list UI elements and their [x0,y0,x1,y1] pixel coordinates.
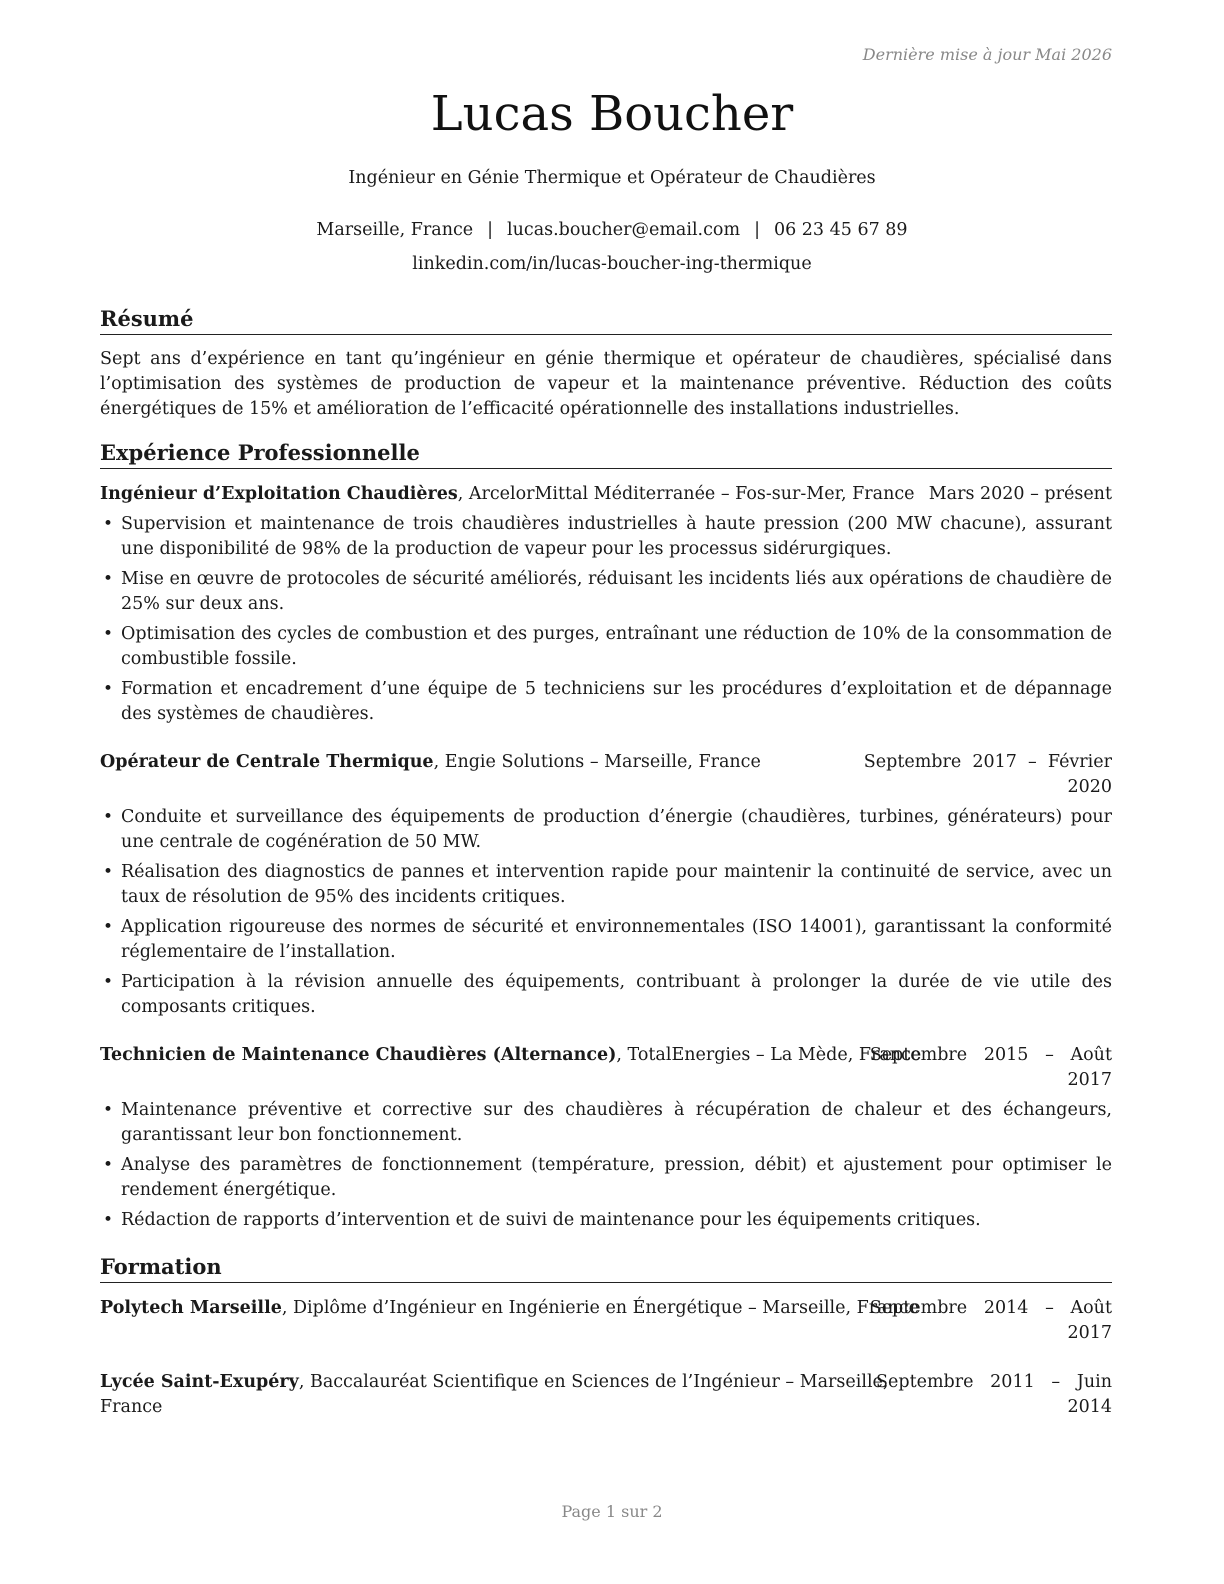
contact-separator: | [487,220,494,240]
list-item: • Formation et encadrement d’une équipe de 5 techniciens sur les procédures d’exploitation et de dépannage des systèmes de chaudières. [103,679,1112,724]
bullet-icon: • [103,1155,114,1175]
job-dates: Septembre 2015 – Août 2017 [869,1045,1112,1090]
bullet-icon: • [103,624,114,644]
list-item: • Supervision et maintenance de trois chaudières industrielles à haute pression (200 MW chacune), assurant une disponibilité de 98% de la production de vapeur pour les processus sidérurgiques. [103,514,1112,559]
linkedin-link[interactable]: linkedin.com/in/lucas-boucher-ing-thermique [412,254,812,274]
bullet-icon: • [103,917,114,937]
job-dates: Mars 2020 – présent [928,484,1112,504]
section-title-experience: Expérience Professionnelle [100,439,1112,469]
summary-text: Sept ans d’expérience en tant qu’ingénieur en génie thermique et opérateur de chaudières, spécialisé dans l’optimisation des systèmes de production de vapeur et la maintenance préventive. Réduction des coûts énergétiques de 15% et amélioration de l’efficacité opérationnelle des installations industrielles. [100,349,1112,419]
degree: , Baccalauréat Scientifique en Sciences de l’Ingénieur – Marseille, [298,1372,889,1392]
job-bullets [100,512,1112,732]
list-item: • Conduite et surveillance des équipements de production d’énergie (chaudières, turbines, générateurs) pour une centrale de cogénération de 50 MW. [103,807,1112,852]
list-item: • Rédaction de rapports d’intervention et de suivi de maintenance pour les équipements critiques. [100,1208,1112,1233]
page-number: Page 1 sur 2 [561,1502,663,1521]
job-org: , Engie Solutions – Marseille, France [433,752,761,772]
list-item: • Application rigoureuse des normes de sécurité et environnementales (ISO 14001), garantissant la conformité réglementaire de l’installation. [103,917,1112,962]
contact-line [0,220,1224,240]
phone: 06 23 45 67 89 [773,220,908,240]
job-role: Technicien de Maintenance Chaudières (Alternance) [100,1045,617,1065]
education-entry [100,1370,1112,1420]
education-dates: Septembre 2011 – Juin 2014 [876,1372,1112,1417]
job-header [100,750,1112,800]
section-title-summary: Résumé [100,305,1112,335]
bullet-icon: • [103,569,114,589]
list-item: • Optimisation des cycles de combustion et des purges, entraînant une réduction de 10% de la consommation de combustible fossile. [103,624,1112,669]
section-title-education: Formation [100,1253,1112,1283]
list-item: • Maintenance préventive et corrective sur des chaudières à récupération de chaleur et des échangeurs, garantissant leur bon fonctionnement. [103,1100,1112,1145]
list-item: • Mise en œuvre de protocoles de sécurité améliorés, réduisant les incidents liés aux opérations de chaudière de 25% sur deux ans. [103,569,1112,614]
education-dates: Septembre 2014 – Août 2017 [869,1298,1112,1343]
job-org: , TotalEnergies – La Mède, France [616,1045,922,1065]
bullet-icon: • [103,514,114,534]
bullet-icon: • [103,807,114,827]
list-item: • Réalisation des diagnostics de pannes et intervention rapide pour maintenir la continuité de service, avec un taux de résolution de 95% des incidents critiques. [103,862,1112,907]
list-item: • Analyse des paramètres de fonctionnement (température, pression, débit) et ajustement pour optimiser le rendement énergétique. [103,1155,1112,1200]
degree-continuation: France [100,1397,163,1417]
job-bullets [100,805,1112,1025]
location: Marseille, France [316,220,474,240]
email-link[interactable]: lucas.boucher@email.com [507,220,741,240]
bullet-icon: • [103,972,114,992]
contact-separator: | [754,220,760,240]
bullet-icon: • [103,679,114,699]
school-name: Polytech Marseille [100,1298,282,1318]
job-title: Ingénieur en Génie Thermique et Opérateur de Chaudières [348,168,876,188]
school-name: Lycée Saint-Exupéry [100,1372,299,1392]
bullet-icon: • [103,862,114,882]
job-role: Opérateur de Centrale Thermique [100,752,434,772]
last-updated: Dernière mise à jour Mai 2026 [862,45,1112,64]
bullet-icon: • [103,1100,114,1120]
education-entry [100,1296,1112,1346]
job-header [100,1043,1112,1093]
degree: , Diplôme d’Ingénieur en Ingénierie en Énergétique – Marseille, France [281,1298,919,1318]
job-dates: Septembre 2017 – Février 2020 [863,752,1112,797]
job-role: Ingénieur d’Exploitation Chaudières [100,484,458,504]
candidate-name: Lucas Boucher [430,86,794,142]
job-org: , ArcelorMittal Méditerranée – Fos-sur-Mer, France [457,484,915,504]
bullet-icon: • [103,1210,114,1230]
job-bullets [100,1098,1112,1238]
list-item: • Participation à la révision annuelle des équipements, contribuant à prolonger la durée de vie utile des composants critiques. [103,972,1112,1017]
